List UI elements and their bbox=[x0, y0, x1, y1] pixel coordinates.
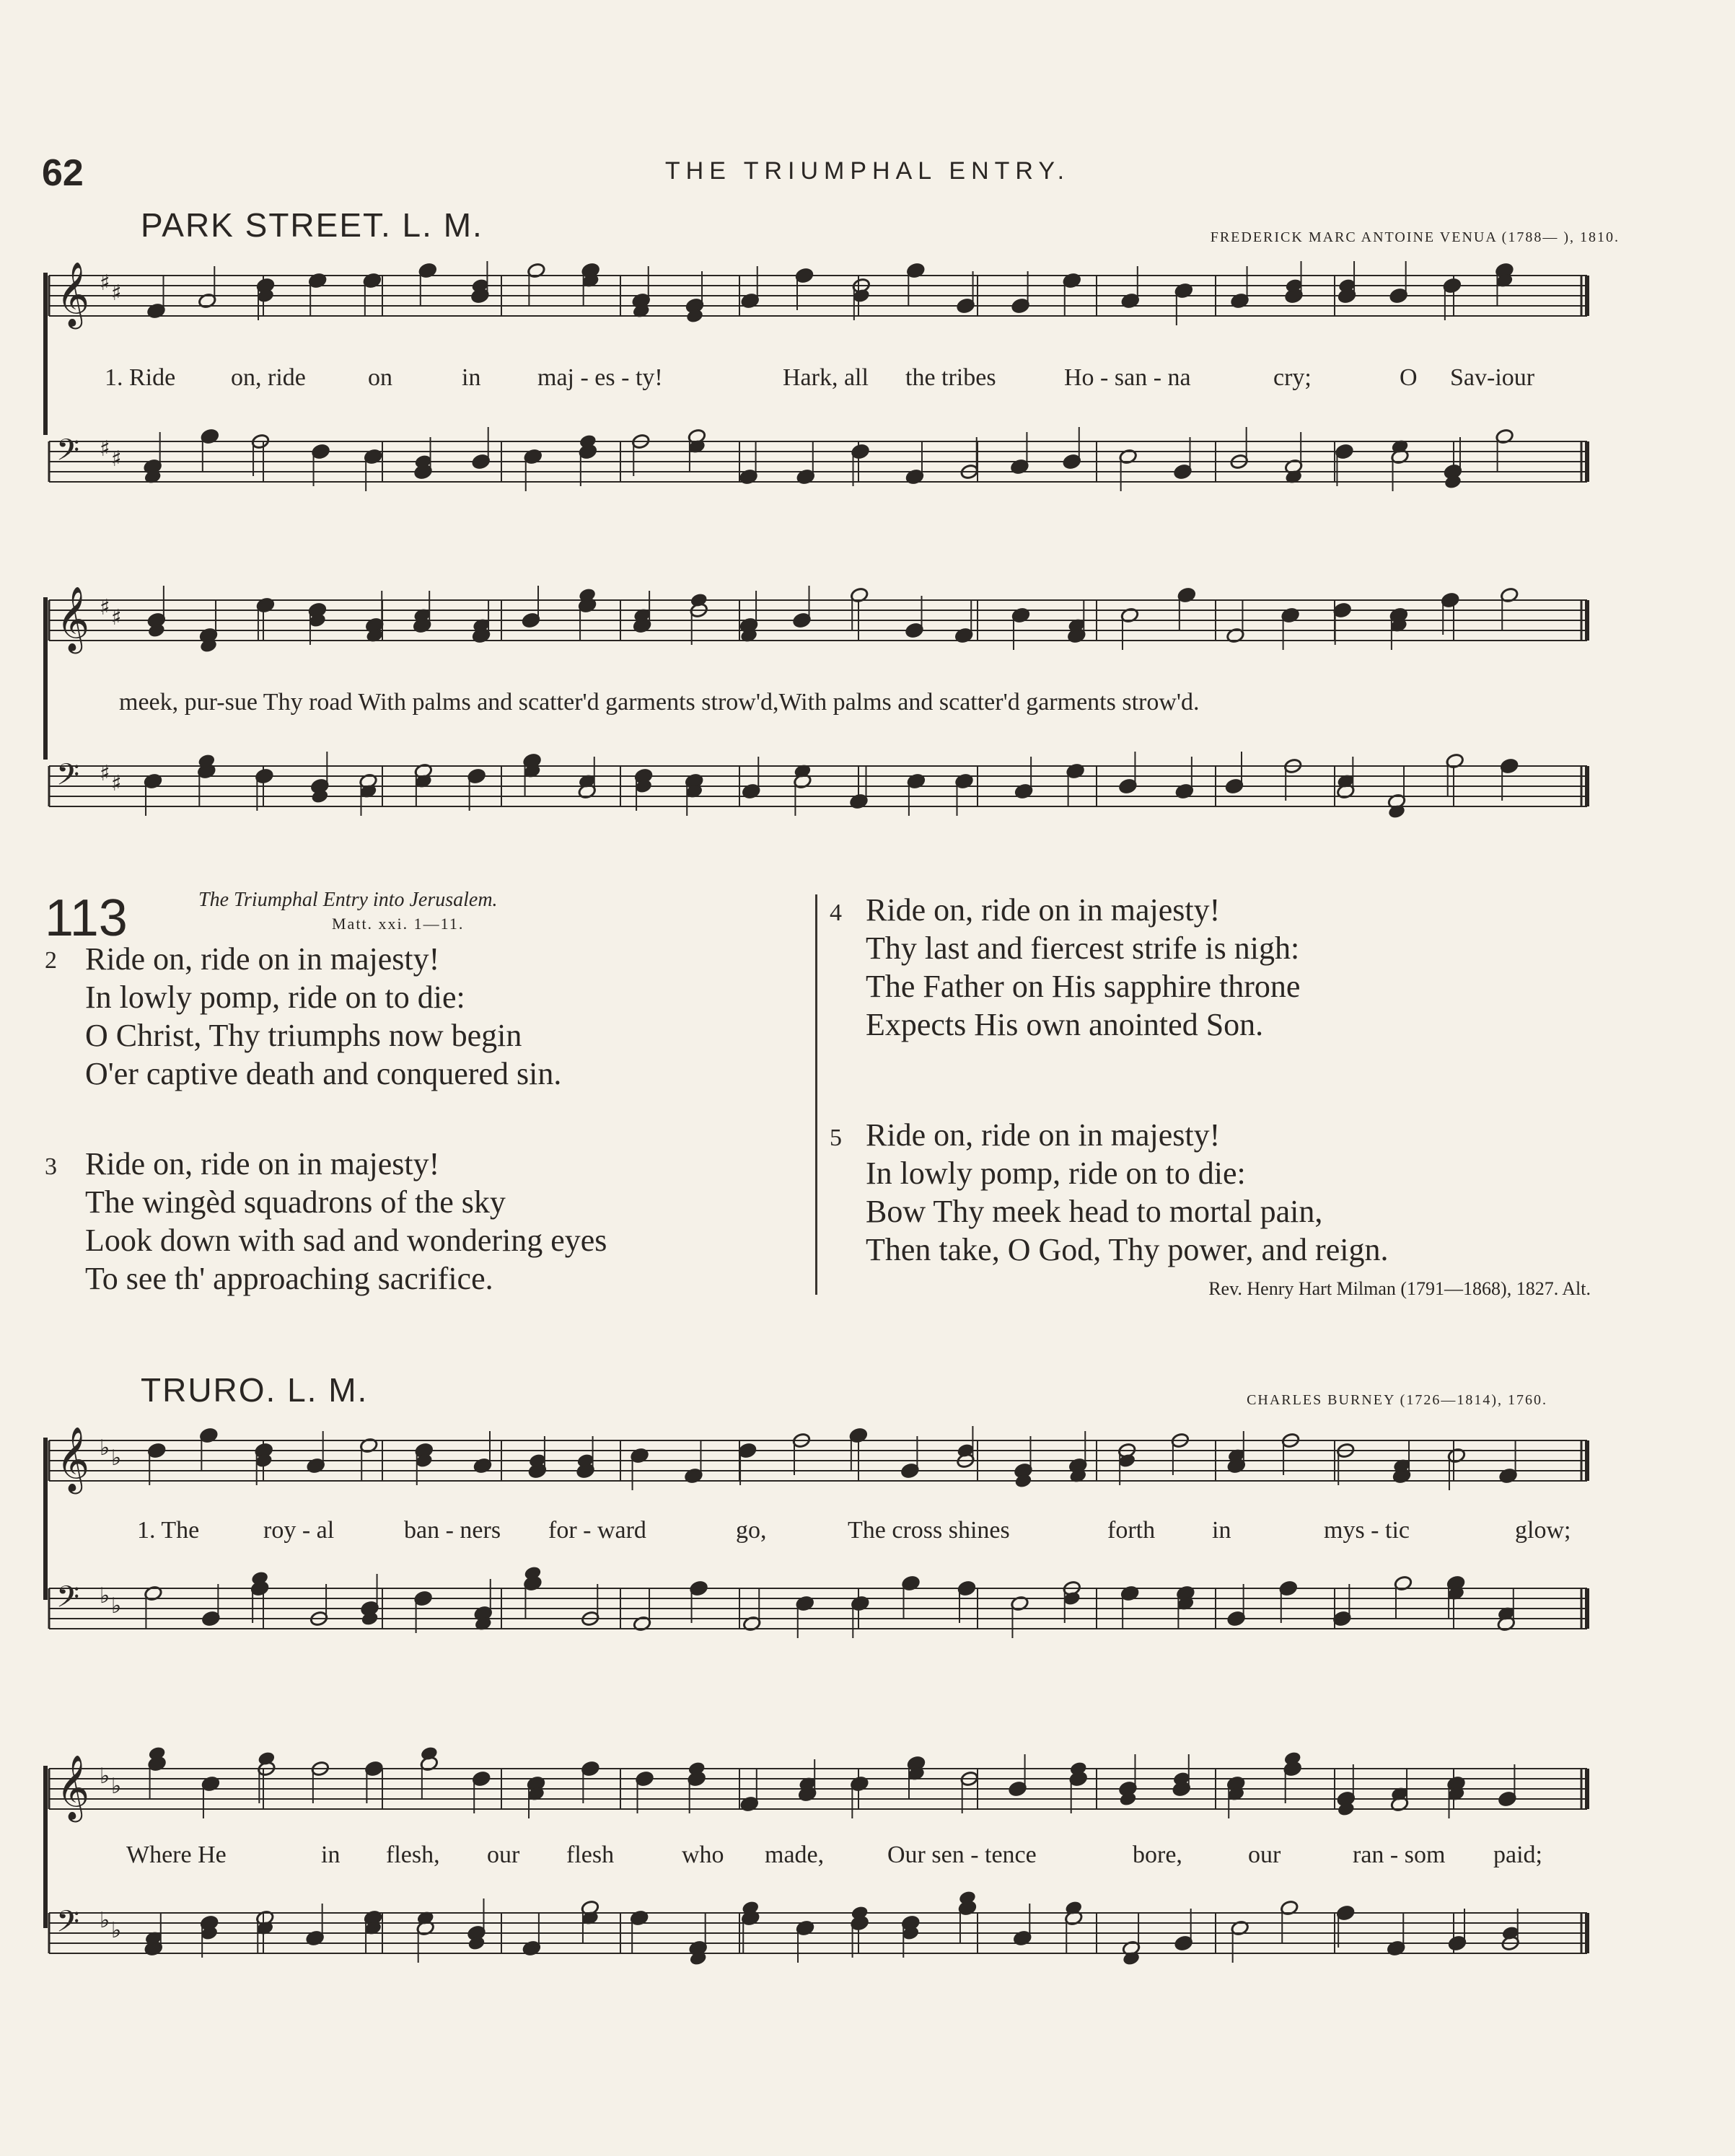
verse-line: In lowly pomp, ride on to die: bbox=[85, 980, 465, 1015]
flat-icon: ♭ bbox=[111, 1918, 122, 1943]
sharp-icon: ♯ bbox=[111, 281, 122, 306]
sharp-icon: ♯ bbox=[111, 446, 122, 472]
flat-icon: ♭ bbox=[111, 1446, 122, 1471]
verse-line: Ride on, ride on in majesty! bbox=[866, 1117, 1221, 1153]
treble-clef-icon: 𝄞 bbox=[56, 586, 90, 651]
sharp-icon: ♯ bbox=[100, 270, 110, 296]
verse-2 bbox=[45, 940, 561, 1093]
lyric-word: glow; bbox=[1515, 1517, 1571, 1544]
lyrics-line-4 bbox=[126, 1842, 1591, 1870]
music-system-3-bass bbox=[43, 1572, 1594, 1666]
music-system-3-treble bbox=[43, 1425, 1594, 1518]
music-system-2-bass bbox=[43, 750, 1594, 844]
lyric-word: who bbox=[682, 1842, 724, 1868]
lyric-word: for - ward bbox=[548, 1517, 646, 1544]
verse-number: 5 bbox=[830, 1125, 842, 1151]
bass-clef-icon: 𝄢 bbox=[56, 1580, 80, 1622]
verse-number: 3 bbox=[45, 1153, 57, 1180]
system-brace bbox=[43, 273, 48, 435]
author-credit: Rev. Henry Hart Milman (1791—1868), 1827. Alt. bbox=[1208, 1278, 1591, 1299]
flat-icon: ♭ bbox=[100, 1435, 110, 1461]
lyric-word: 1. The bbox=[137, 1517, 200, 1544]
flat-icon: ♭ bbox=[100, 1908, 110, 1933]
verse-line: Ride on, ride on in majesty! bbox=[866, 892, 1221, 928]
running-head: THE TRIUMPHAL ENTRY. bbox=[664, 157, 1071, 185]
page-number: 62 bbox=[42, 152, 84, 194]
lyric-word: Sav-iour bbox=[1450, 364, 1535, 391]
verse-line: Ride on, ride on in majesty! bbox=[85, 941, 440, 977]
verse-number: 4 bbox=[830, 899, 842, 926]
lyric-word: Our sen - tence bbox=[887, 1842, 1037, 1868]
tune-name-park-street: PARK STREET. L. M. bbox=[141, 206, 483, 244]
lyrics-line-1 bbox=[105, 364, 1591, 393]
lyric-word: go, bbox=[736, 1517, 767, 1544]
verse-line: Bow Thy meek head to mortal pain, bbox=[866, 1194, 1323, 1229]
lyric-word: flesh bbox=[566, 1842, 615, 1868]
music-system-2-treble bbox=[43, 584, 1594, 678]
lyric-word: the tribes bbox=[905, 364, 996, 391]
treble-clef-icon: 𝄞 bbox=[56, 1427, 90, 1492]
lyric-word: on bbox=[368, 364, 392, 391]
lyric-word: 1. Ride bbox=[105, 364, 176, 391]
music-system-4-bass bbox=[43, 1897, 1594, 1991]
sharp-icon: ♯ bbox=[111, 605, 122, 630]
column-divider bbox=[815, 894, 817, 1295]
verse-line: O'er captive death and conquered sin. bbox=[85, 1056, 562, 1091]
sharp-icon: ♯ bbox=[100, 595, 110, 620]
lyric-word: our bbox=[487, 1842, 520, 1868]
lyric-word: in bbox=[1212, 1517, 1231, 1544]
verse-line: Ride on, ride on in majesty! bbox=[85, 1146, 440, 1182]
bass-clef-icon: 𝄢 bbox=[56, 757, 80, 799]
sharp-icon: ♯ bbox=[100, 761, 110, 786]
music-system-4-treble bbox=[43, 1753, 1594, 1847]
lyric-word: Ho - san - na bbox=[1064, 364, 1191, 391]
bass-clef-icon: 𝄢 bbox=[56, 1904, 80, 1946]
verse-line: O Christ, Thy triumphs now begin bbox=[85, 1018, 522, 1053]
lyric-word: The cross shines bbox=[848, 1517, 1010, 1544]
lyrics-line-3 bbox=[137, 1517, 1594, 1546]
verse-line: Expects His own anointed Son. bbox=[866, 1007, 1264, 1042]
music-system-1-treble bbox=[43, 260, 1594, 353]
lyrics-line-2: meek, pur-sue Thy road With palms and scatter'd garments strow'd,With palms and scatter'd garments strow'd. bbox=[119, 689, 1200, 716]
verse-3 bbox=[45, 1145, 607, 1298]
scripture-reference: Matt. xxi. 1—11. bbox=[332, 915, 465, 933]
verse-line: The Father on His sapphire throne bbox=[866, 969, 1301, 1004]
lyric-word: Where He bbox=[126, 1842, 227, 1868]
lyric-word: ban - ners bbox=[404, 1517, 501, 1544]
verse-line: Then take, O God, Thy power, and reign. bbox=[866, 1232, 1389, 1267]
lyric-word: Hark, all bbox=[783, 364, 869, 391]
verse-5 bbox=[830, 1116, 1388, 1269]
lyric-word: ran - som bbox=[1353, 1842, 1446, 1868]
flat-icon: ♭ bbox=[100, 1583, 110, 1609]
verse-line: To see th' approaching sacrifice. bbox=[85, 1261, 493, 1296]
lyric-word: mys - tic bbox=[1324, 1517, 1410, 1544]
tune-composer-burney: CHARLES BURNEY (1726—1814), 1760. bbox=[1247, 1392, 1547, 1408]
lyric-word: on, ride bbox=[231, 364, 306, 391]
hymn-title: The Triumphal Entry into Jerusalem. bbox=[198, 889, 498, 911]
flat-icon: ♭ bbox=[111, 1593, 122, 1619]
lyric-word: paid; bbox=[1493, 1842, 1542, 1868]
verse-number: 2 bbox=[45, 947, 57, 974]
bass-clef-icon: 𝄢 bbox=[56, 433, 80, 475]
music-system-1-bass bbox=[43, 426, 1594, 519]
verse-line: In lowly pomp, ride on to die: bbox=[866, 1156, 1246, 1191]
treble-clef-icon: 𝄞 bbox=[56, 262, 90, 327]
lyric-word: flesh, bbox=[386, 1842, 440, 1868]
flat-icon: ♭ bbox=[111, 1774, 122, 1799]
lyric-word: roy - al bbox=[263, 1517, 335, 1544]
lyric-word: cry; bbox=[1273, 364, 1312, 391]
tune-composer-venua: FREDERICK MARC ANTOINE VENUA (1788— ), 1810. bbox=[1210, 229, 1620, 245]
verse-line: Thy last and fiercest strife is nigh: bbox=[866, 930, 1300, 966]
verse-line: The wingèd squadrons of the sky bbox=[85, 1184, 506, 1220]
lyric-word: forth bbox=[1107, 1517, 1156, 1544]
lyric-word: our bbox=[1248, 1842, 1281, 1868]
lyric-word: bore, bbox=[1133, 1842, 1182, 1868]
sharp-icon: ♯ bbox=[111, 771, 122, 796]
treble-clef-icon: 𝄞 bbox=[56, 1755, 90, 1820]
lyric-word: in bbox=[321, 1842, 341, 1868]
sharp-icon: ♯ bbox=[100, 436, 110, 462]
lyric-word: maj - es - ty! bbox=[537, 364, 663, 391]
tune-name-truro: TRURO. L. M. bbox=[141, 1371, 369, 1409]
verse-line: Look down with sad and wondering eyes bbox=[85, 1223, 607, 1258]
lyric-word: O bbox=[1400, 364, 1418, 391]
lyric-word: in bbox=[462, 364, 481, 391]
flat-icon: ♭ bbox=[100, 1764, 110, 1789]
hymn-number: 113 bbox=[45, 889, 128, 947]
verse-4 bbox=[830, 891, 1300, 1044]
system-brace bbox=[43, 597, 48, 760]
lyric-word: made, bbox=[765, 1842, 825, 1868]
